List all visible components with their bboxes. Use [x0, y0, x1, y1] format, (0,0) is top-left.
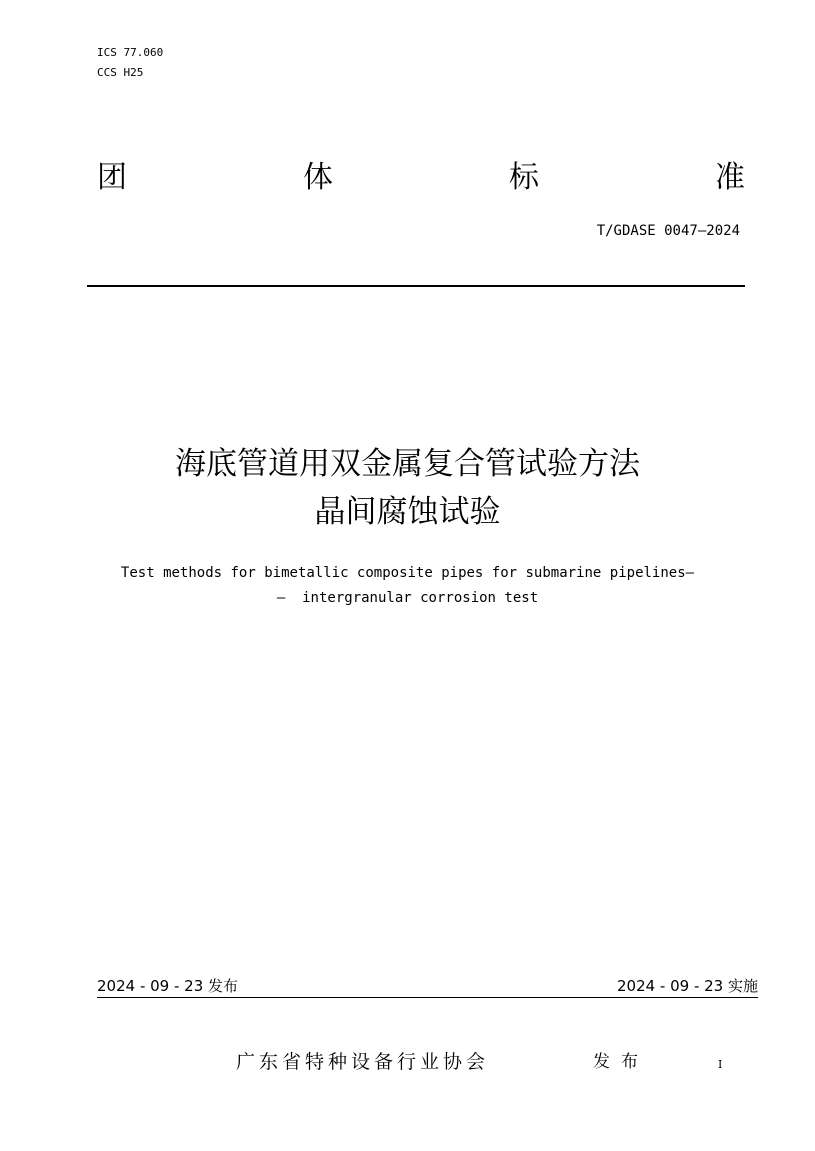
page-number: I — [718, 1058, 723, 1071]
implement-date: 2024 - 09 - 23 实施 — [616, 977, 758, 995]
standard-type-char: 体 — [303, 160, 333, 195]
standard-type-char: 标 — [509, 160, 539, 195]
title-english — [0, 561, 815, 611]
dates-row — [97, 975, 758, 998]
title-chinese-line-1: 海底管道用双金属复合管试验方法 — [175, 446, 640, 482]
classification-codes — [97, 43, 163, 83]
header-divider — [87, 285, 745, 287]
publish-date: 2024 - 09 - 23 发布 — [97, 977, 239, 995]
standard-type-char: 准 — [715, 160, 745, 195]
ccs-code: CCS H25 — [97, 66, 144, 79]
title-english-line-1: Test methods for bimetallic composite pipes for submarine pipelines— — [120, 565, 695, 581]
title-chinese — [0, 440, 815, 536]
publish-label: 发布 — [593, 1052, 649, 1072]
ics-code: ICS 77.060 — [97, 46, 164, 59]
publisher-name: 广东省特种设备行业协会 — [236, 1051, 490, 1073]
title-chinese-line-2: 晶间腐蚀试验 — [314, 494, 501, 530]
title-english-line-2: — intergranular corrosion test — [276, 590, 539, 606]
standard-number: T/GDASE 0047—2024 — [596, 223, 740, 239]
standard-type-heading — [97, 158, 745, 198]
standard-type-char: 团 — [97, 160, 127, 195]
